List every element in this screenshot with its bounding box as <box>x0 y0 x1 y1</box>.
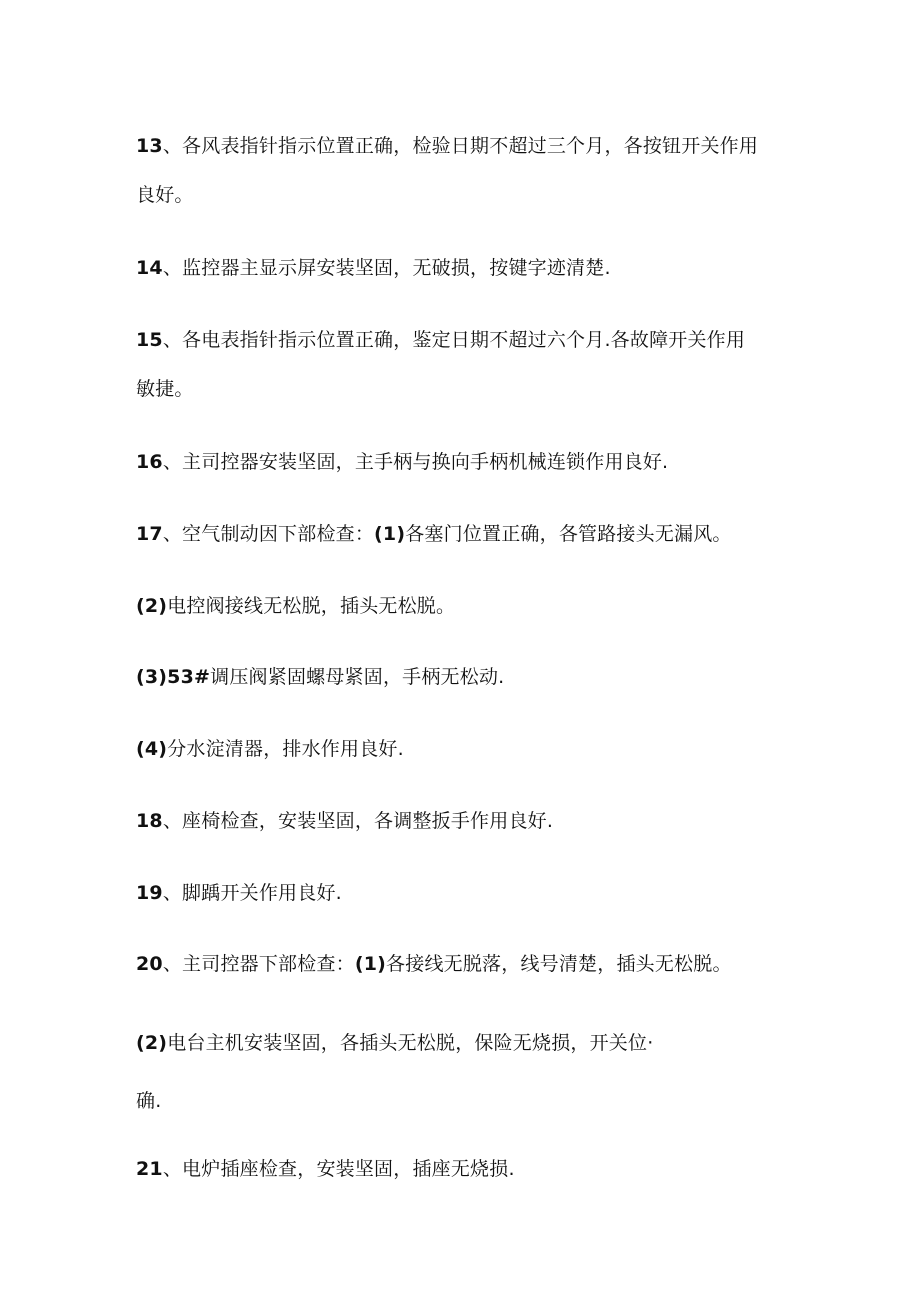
item-20-line-1 <box>136 951 816 977</box>
item-number: 21 <box>136 1158 163 1180</box>
sub-item-marker: (1) <box>354 953 387 975</box>
item-number: 18 <box>136 810 163 832</box>
sub-item-text: 调压阀紧固螺母紧固，手柄无松动. <box>210 666 505 688</box>
item-number: 14 <box>136 257 163 279</box>
item-17-sub-3 <box>136 664 816 690</box>
item-15-line-2 <box>136 376 816 402</box>
item-18 <box>136 808 816 834</box>
item-number: 17 <box>136 523 163 545</box>
sub-item-marker: (1) <box>374 523 406 545</box>
item-text: 、主司控器下部检查： <box>162 953 355 975</box>
item-text: 、监控器主显示屏安装坚固，无破损，按键字迹清楚. <box>162 257 611 279</box>
item-text: 良好。 <box>136 184 194 206</box>
sub-item-marker: (4) <box>136 738 168 760</box>
sub-item-marker: (2) <box>136 595 168 617</box>
sub-item-marker: (2) <box>136 1032 168 1054</box>
sub-item-text: 电控阀接线无松脱，插头无松脱。 <box>167 595 456 617</box>
item-20-sub-2-cont <box>136 1088 816 1114</box>
item-number: 20 <box>136 953 163 975</box>
item-text: 、各电表指针指示位置正确，鉴定日期不超过六个月.各故障开关作用 <box>162 329 746 351</box>
item-text: 、电炉插座检查，安装坚固，插座无烧损. <box>162 1158 515 1180</box>
item-number: 19 <box>136 882 163 904</box>
item-text: 、空气制动因下部检查： <box>162 523 375 545</box>
item-17-sub-2 <box>136 593 816 619</box>
item-21 <box>136 1156 816 1182</box>
item-text: 、各风表指针指示位置正确，检验日期不超过三个月，各按钮开关作用 <box>162 135 759 157</box>
item-text: 、座椅检查，安装坚固，各调整扳手作用良好. <box>162 810 554 832</box>
sub-item-text: 各塞门位置正确，各管路接头无漏风。 <box>405 523 732 545</box>
item-text: 、主司控器安装坚固，主手柄与换向手柄机械连锁作用良好. <box>162 451 669 473</box>
item-19 <box>136 880 816 906</box>
item-text: 敏捷。 <box>136 378 194 400</box>
item-13-line-2 <box>136 182 816 208</box>
item-16 <box>136 449 816 475</box>
sub-item-text: 电台主机安装坚固，各插头无松脱，保险无烧损，开关位· <box>167 1032 654 1054</box>
sub-item-text: 各接线无脱落，线号清楚，插头无松脱。 <box>386 953 732 975</box>
item-number: 13 <box>136 135 163 157</box>
item-17-sub-4 <box>136 736 816 762</box>
sub-item-text: 分水淀清器，排水作用良好. <box>167 738 404 760</box>
item-text: 、脚踽开关作用良好. <box>162 882 342 904</box>
sub-item-marker: (3)53# <box>136 666 211 688</box>
item-14 <box>136 255 816 281</box>
item-13-line-1 <box>136 133 816 159</box>
item-text: 确. <box>136 1090 162 1112</box>
item-15-line-1 <box>136 327 816 353</box>
item-17-line-1 <box>136 521 816 547</box>
item-number: 16 <box>136 451 163 473</box>
item-20-sub-2 <box>136 1030 816 1056</box>
item-number: 15 <box>136 329 163 351</box>
